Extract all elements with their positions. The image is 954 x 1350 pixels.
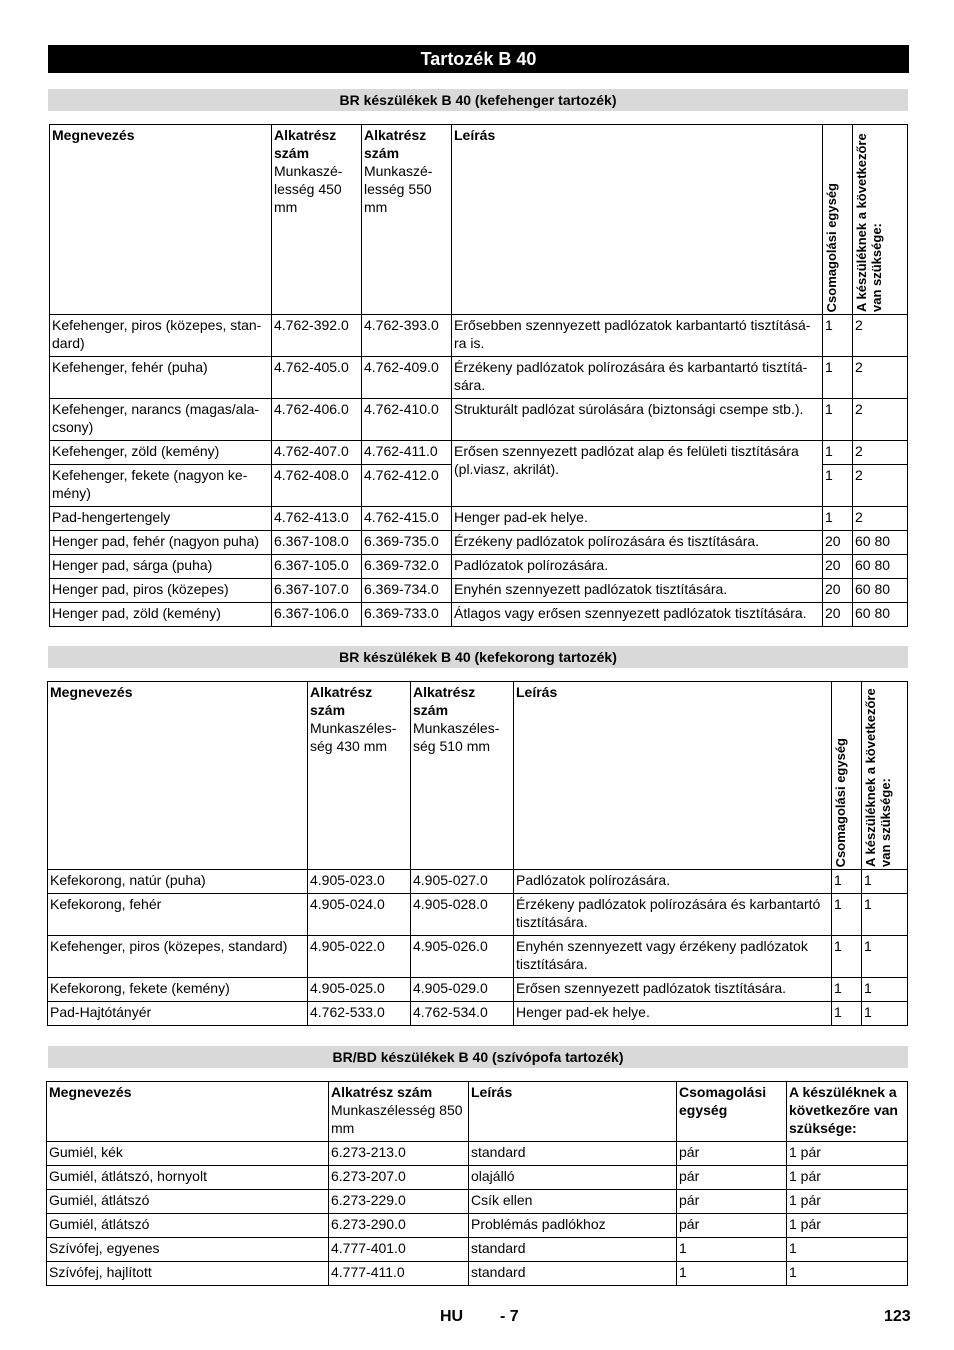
table-cell: Pad-Hajtótányér — [48, 1002, 308, 1026]
table-row — [47, 1190, 908, 1214]
table-row — [47, 1262, 908, 1286]
table-cell: 20 — [823, 603, 853, 627]
col-header-part: Alkatrész szám Munkaszélesség 850 mm — [329, 1082, 469, 1142]
table-cell: 6.369-735.0 — [362, 531, 452, 555]
table-cell: Kefehenger, piros (közepes, standard) — [48, 936, 308, 978]
table-cell: Gumiél, kék — [47, 1142, 329, 1166]
table-cell: 1 — [823, 315, 853, 357]
table-cell: 6.273-290.0 — [329, 1214, 469, 1238]
table-cell: 2 — [853, 357, 908, 399]
table-cell: 6.273-229.0 — [329, 1190, 469, 1214]
col-header-need: A készüléknek a következőre van szüksége: — [862, 682, 908, 870]
table-cell: Érzékeny padlózatok polírozására és tisztítására. — [452, 531, 823, 555]
table-cell: Kefehenger, zöld (kemény) — [50, 441, 272, 465]
table-cell: Henger pad, zöld (kemény) — [50, 603, 272, 627]
table-row — [50, 441, 908, 465]
table-cell: 1 — [787, 1238, 908, 1262]
table-header-row — [47, 1082, 908, 1142]
table-row — [50, 399, 908, 441]
col-header-need: A készüléknek a következőre van szüksége: — [853, 125, 908, 315]
table-cell: Henger pad, piros (közepes) — [50, 579, 272, 603]
table-cell: 4.762-407.0 — [272, 441, 362, 465]
table-cell: 1 — [832, 1002, 862, 1026]
table-cell: Érzékeny padlózatok polírozására és karbantartó tisztítására. — [514, 894, 832, 936]
table-cell: 1 — [862, 1002, 908, 1026]
table-cell: Érzékeny padlózatok polírozására és karbantartó tisztítá-sára. — [452, 357, 823, 399]
table-cell: Kefehenger, narancs (magas/ala-csony) — [50, 399, 272, 441]
table-cell: 1 — [832, 978, 862, 1002]
table-cell: 1 — [862, 936, 908, 978]
footer-language: HU — [440, 1308, 464, 1325]
table-cell: Gumiél, átlátszó, hornyolt — [47, 1166, 329, 1190]
table-row — [50, 315, 908, 357]
table-cell: Gumiél, átlátszó — [47, 1190, 329, 1214]
table-cell: 4.762-406.0 — [272, 399, 362, 441]
table-cell: Kefekorong, natúr (puha) — [48, 870, 308, 894]
table-cell: 1 — [862, 894, 908, 936]
table-cell: olajálló — [469, 1166, 677, 1190]
disc-brush-table — [47, 681, 908, 1026]
table-cell: Henger pad, fehér (nagyon puha) — [50, 531, 272, 555]
table-cell: Henger pad-ek helye. — [452, 507, 823, 531]
table-cell: Szívófej, egyenes — [47, 1238, 329, 1262]
footer-local-page: - 7 — [500, 1308, 519, 1325]
table-row — [47, 1166, 908, 1190]
table-cell: 1 — [823, 441, 853, 465]
table-cell: Enyhén szennyezett padlózatok tisztítására. — [452, 579, 823, 603]
table-cell: pár — [677, 1166, 787, 1190]
table-cell: 4.905-022.0 — [308, 936, 411, 978]
footer-page-number: 123 — [884, 1308, 911, 1325]
table-cell: 1 pár — [787, 1190, 908, 1214]
table-row — [50, 555, 908, 579]
table-cell: Szívófej, hajlított — [47, 1262, 329, 1286]
table-cell: Henger pad-ek helye. — [514, 1002, 832, 1026]
table-cell: 6.369-734.0 — [362, 579, 452, 603]
table-cell: 60 80 — [853, 579, 908, 603]
table-cell: 6.367-107.0 — [272, 579, 362, 603]
table-cell: 4.762-408.0 — [272, 465, 362, 507]
table-cell: Erősen szennyezett padlózatok tisztítására. — [514, 978, 832, 1002]
table-cell: 4.762-393.0 — [362, 315, 452, 357]
section-heading-roller-brush: BR készülékek B 40 (kefehenger tartozék) — [48, 89, 908, 111]
table-cell: 2 — [853, 399, 908, 441]
table-cell: 4.762-410.0 — [362, 399, 452, 441]
page-title: Tartozék B 40 — [48, 45, 909, 73]
table-cell: Padlózatok polírozására. — [452, 555, 823, 579]
table-cell: Padlózatok polírozására. — [514, 870, 832, 894]
table-cell: 2 — [853, 315, 908, 357]
table-cell: 1 — [832, 894, 862, 936]
table-cell: Kefekorong, fekete (kemény) — [48, 978, 308, 1002]
table-cell: Erősen szennyezett padlózat alap és felületi tisztítására (pl.viasz, akrilát). — [452, 441, 823, 507]
table-row — [48, 894, 908, 936]
table-cell: standard — [469, 1142, 677, 1166]
table-cell: 1 — [787, 1262, 908, 1286]
col-header-desc: Leírás — [469, 1082, 677, 1142]
col-header-name: Megnevezés — [47, 1082, 329, 1142]
col-header-part-a: Alkatrész szám Munkaszé-lesség 450 mm — [272, 125, 362, 315]
table-cell: 4.762-533.0 — [308, 1002, 411, 1026]
table-cell: 60 80 — [853, 531, 908, 555]
table-cell: 6.367-106.0 — [272, 603, 362, 627]
table-cell: Enyhén szennyezett vagy érzékeny padlózatok tisztítására. — [514, 936, 832, 978]
table-cell: 1 — [823, 507, 853, 531]
table-cell: 4.777-401.0 — [329, 1238, 469, 1262]
table-cell: pár — [677, 1214, 787, 1238]
table-row — [47, 1142, 908, 1166]
col-header-need: A készüléknek a következőre van szüksége: — [787, 1082, 908, 1142]
table-cell: 4.762-392.0 — [272, 315, 362, 357]
table-cell: 4.905-029.0 — [411, 978, 514, 1002]
table-cell: Csík ellen — [469, 1190, 677, 1214]
table-cell: 1 — [677, 1262, 787, 1286]
table-cell: Problémás padlókhoz — [469, 1214, 677, 1238]
table-header-row — [48, 682, 908, 870]
table-cell: Erősebben szennyezett padlózatok karbantartó tisztításá-ra is. — [452, 315, 823, 357]
table-cell: 1 pár — [787, 1142, 908, 1166]
col-header-desc: Leírás — [514, 682, 832, 870]
table-cell: standard — [469, 1262, 677, 1286]
table-cell: 1 — [832, 936, 862, 978]
roller-brush-table — [49, 124, 908, 627]
table-cell: 4.905-023.0 — [308, 870, 411, 894]
table-cell: 4.762-412.0 — [362, 465, 452, 507]
table-cell: pár — [677, 1190, 787, 1214]
table-cell: 6.369-733.0 — [362, 603, 452, 627]
table-cell: 4.762-413.0 — [272, 507, 362, 531]
table-cell: Pad-hengertengely — [50, 507, 272, 531]
table-cell: standard — [469, 1238, 677, 1262]
table-row — [47, 1214, 908, 1238]
table-cell: 4.905-027.0 — [411, 870, 514, 894]
col-header-desc: Leírás — [452, 125, 823, 315]
table-cell: 6.367-108.0 — [272, 531, 362, 555]
table-cell: 1 — [832, 870, 862, 894]
table-cell: 4.777-411.0 — [329, 1262, 469, 1286]
table-cell: 6.273-213.0 — [329, 1142, 469, 1166]
table-row — [50, 357, 908, 399]
col-header-pack: Csomagolási egység — [677, 1082, 787, 1142]
table-row — [50, 507, 908, 531]
table-cell: 20 — [823, 555, 853, 579]
table-row — [50, 579, 908, 603]
col-header-name: Megnevezés — [48, 682, 308, 870]
table-cell: 2 — [853, 441, 908, 465]
col-header-name: Megnevezés — [50, 125, 272, 315]
table-cell: Gumiél, átlátszó — [47, 1214, 329, 1238]
table-row — [48, 978, 908, 1002]
table-cell: 6.273-207.0 — [329, 1166, 469, 1190]
table-header-row — [50, 125, 908, 315]
table-cell: 4.905-025.0 — [308, 978, 411, 1002]
table-cell: 1 pár — [787, 1166, 908, 1190]
table-cell: Kefehenger, piros (közepes, stan-dard) — [50, 315, 272, 357]
table-cell: 2 — [853, 465, 908, 507]
table-cell: Kefekorong, fehér — [48, 894, 308, 936]
table-cell: 1 pár — [787, 1214, 908, 1238]
table-cell: 4.762-409.0 — [362, 357, 452, 399]
table-cell: 1 — [823, 465, 853, 507]
table-cell: Strukturált padlózat súrolására (biztonsági csempe stb.). — [452, 399, 823, 441]
table-cell: 6.367-105.0 — [272, 555, 362, 579]
table-cell: 4.905-026.0 — [411, 936, 514, 978]
table-row — [50, 531, 908, 555]
table-cell: 1 — [677, 1238, 787, 1262]
col-header-part-b: Alkatrész szám Munkaszé-lesség 550 mm — [362, 125, 452, 315]
col-header-pack: Csomagolási egység — [823, 125, 853, 315]
table-row — [50, 603, 908, 627]
table-cell: pár — [677, 1142, 787, 1166]
table-cell: 2 — [853, 507, 908, 531]
section-heading-disc-brush: BR készülékek B 40 (kefekorong tartozék) — [48, 646, 908, 668]
table-cell: 4.905-028.0 — [411, 894, 514, 936]
table-cell: 1 — [823, 399, 853, 441]
table-cell: Henger pad, sárga (puha) — [50, 555, 272, 579]
col-header-part-a: Alkatrész szám Munkaszéles-ség 430 mm — [308, 682, 411, 870]
table-cell: 4.762-415.0 — [362, 507, 452, 531]
table-cell: Átlagos vagy erősen szennyezett padlózatok tisztítására. — [452, 603, 823, 627]
table-row — [47, 1238, 908, 1262]
table-cell: Kefehenger, fehér (puha) — [50, 357, 272, 399]
table-row — [48, 1002, 908, 1026]
table-cell: 4.905-024.0 — [308, 894, 411, 936]
squeegee-table — [46, 1081, 908, 1286]
table-cell: 1 — [823, 357, 853, 399]
table-row — [48, 936, 908, 978]
table-cell: 4.762-411.0 — [362, 441, 452, 465]
table-row — [48, 870, 908, 894]
section-heading-squeegee: BR/BD készülékek B 40 (szívópofa tartozék) — [48, 1046, 908, 1068]
table-cell: 20 — [823, 531, 853, 555]
table-cell: 1 — [862, 978, 908, 1002]
table-cell: 60 80 — [853, 603, 908, 627]
table-cell: Kefehenger, fekete (nagyon ke-mény) — [50, 465, 272, 507]
table-cell: 20 — [823, 579, 853, 603]
table-cell: 6.369-732.0 — [362, 555, 452, 579]
table-cell: 4.762-534.0 — [411, 1002, 514, 1026]
table-cell: 1 — [862, 870, 908, 894]
col-header-part-b: Alkatrész szám Munkaszéles-ség 510 mm — [411, 682, 514, 870]
table-cell: 4.762-405.0 — [272, 357, 362, 399]
col-header-pack: Csomagolási egység — [832, 682, 862, 870]
table-cell: 60 80 — [853, 555, 908, 579]
